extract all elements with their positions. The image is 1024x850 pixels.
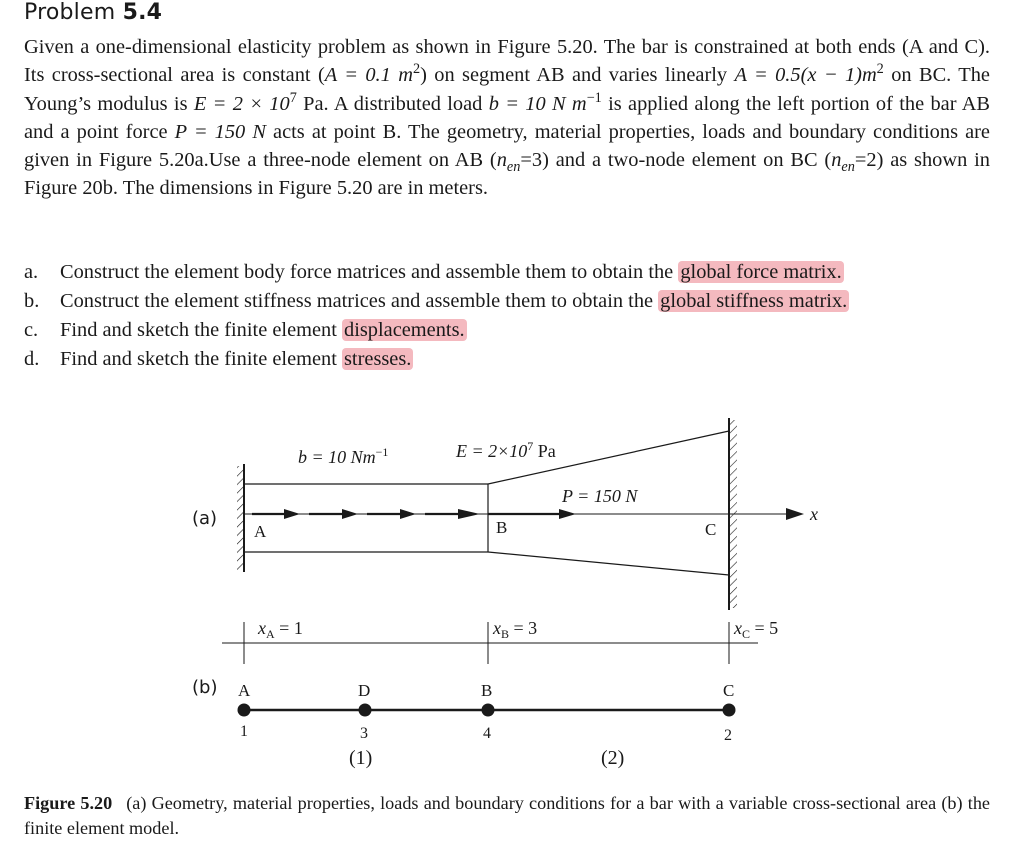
node-num-c: 2 — [724, 727, 732, 744]
task-highlight: global stiffness matrix. — [660, 290, 848, 312]
panel-b-label: (b) — [192, 677, 218, 698]
problem-number: 5.4 — [122, 0, 163, 25]
area-bc-expr: A = 0.5(x − 1)m — [734, 64, 877, 87]
x-axis-arrow-icon — [786, 508, 804, 520]
task-letter: d. — [24, 348, 40, 370]
x-axis-label: x — [810, 504, 818, 524]
nen-symbol: n — [831, 149, 842, 172]
node-d-dot — [359, 704, 372, 717]
element-1-label: (1) — [349, 747, 373, 769]
point-b-label: B — [496, 518, 508, 537]
point-a-label: A — [254, 522, 267, 541]
modulus-expr: E = 2 × 10 — [193, 92, 290, 115]
modulus-label-unit: Pa — [533, 441, 556, 461]
area-bc-exp: 2 — [876, 61, 884, 78]
task-letter: b. — [24, 290, 40, 312]
dim-a-val: = 1 — [274, 618, 303, 638]
task-highlight: displacements. — [344, 319, 465, 341]
caption-label: Figure 5.20 — [24, 793, 113, 813]
nen-sub: en — [841, 159, 855, 176]
node-c-dot — [723, 704, 736, 717]
dim-c-var: x — [734, 618, 742, 638]
task-text: Find and sketch the finite element — [60, 319, 342, 341]
node-a-label: A — [238, 681, 251, 700]
task-highlight: global force matrix. — [680, 261, 842, 283]
force-label: P = 150 N — [562, 486, 638, 506]
load-label-text: b = 10 Nm — [298, 447, 376, 467]
modulus-label-text: E = 2×10 — [456, 441, 528, 461]
node-num-b: 4 — [483, 725, 491, 742]
statement-text: =2) as shown in Figure 20b. The dimensions in Figure 5.20 are in meters. — [24, 149, 991, 200]
modulus-label-exp: 7 — [527, 439, 534, 453]
modulus-exp: 7 — [289, 89, 297, 106]
load-exp: −1 — [586, 89, 602, 106]
panel-a-label: (a) — [192, 508, 218, 529]
statement-text: Given a one-dimensional elasticity problem as shown in Figure 5.20. The bar is constrained at both ends (A and C). Its cross-sectional area is constant ( — [24, 36, 990, 87]
left-wall — [237, 464, 244, 572]
node-num-d: 3 — [360, 725, 368, 742]
task-text: Find and sketch the finite element — [60, 348, 342, 370]
task-letter: c. — [24, 319, 39, 341]
node-a-dot — [238, 704, 251, 717]
caption-text: (a) Geometry, material properties, loads and boundary conditions for a bar with a variable cross-sectional area (b) the finite element model. — [24, 793, 990, 838]
problem-label: Problem — [24, 0, 116, 25]
dim-b-sub: B — [501, 627, 510, 641]
dim-c-val: = 5 — [750, 618, 779, 638]
statement-text: Pa. A distributed load — [296, 92, 489, 115]
nen-sub: en — [506, 159, 521, 176]
nen-symbol: n — [496, 149, 507, 172]
load-label — [298, 445, 388, 467]
statement-text: on BC. The Young’s modulus is — [24, 64, 990, 115]
dim-a-var: x — [258, 618, 266, 638]
statement-text: is applied along the left portion of the bar AB and a point force — [24, 92, 991, 143]
task-highlight: stresses. — [344, 348, 412, 370]
task-text: Construct the element body force matrices and assemble them to obtain the — [60, 261, 679, 283]
node-num-a: 1 — [240, 723, 248, 740]
element-2-label: (2) — [601, 747, 625, 769]
dim-c-sub: C — [742, 627, 751, 641]
node-b-label: B — [481, 681, 493, 700]
force-expr: P = 150 N — [174, 120, 266, 143]
modulus-label — [455, 439, 556, 461]
statement-text: ) on segment AB and varies linearly — [420, 64, 735, 87]
statement-text: =3) and a two-node element on BC ( — [520, 149, 832, 172]
task-text: Construct the element stiffness matrices and assemble them to obtain the — [60, 290, 659, 312]
load-label-exp: −1 — [375, 445, 389, 459]
node-c-label: C — [723, 681, 735, 700]
dim-b-val: = 3 — [509, 618, 538, 638]
dim-a-label — [257, 618, 303, 641]
figure-caption — [24, 791, 990, 841]
area-ab-expr: A = 0.1 m — [324, 64, 413, 87]
dim-b-var: x — [493, 618, 501, 638]
statement-text: acts at point B. The geometry, material properties, loads and boundary conditions are given in Figure 5.20a.Use a three-node element on AB ( — [24, 120, 990, 172]
bar-segment-ab — [244, 484, 488, 552]
dim-a-sub: A — [266, 627, 275, 641]
point-c-label: C — [705, 520, 717, 539]
dim-c-label — [733, 618, 778, 641]
node-b-dot — [482, 704, 495, 717]
dim-b-label — [492, 618, 537, 641]
node-d-label: D — [358, 681, 371, 700]
load-expr: b = 10 N m — [488, 92, 587, 115]
area-ab-exp: 2 — [412, 61, 421, 78]
task-letter: a. — [24, 261, 39, 283]
